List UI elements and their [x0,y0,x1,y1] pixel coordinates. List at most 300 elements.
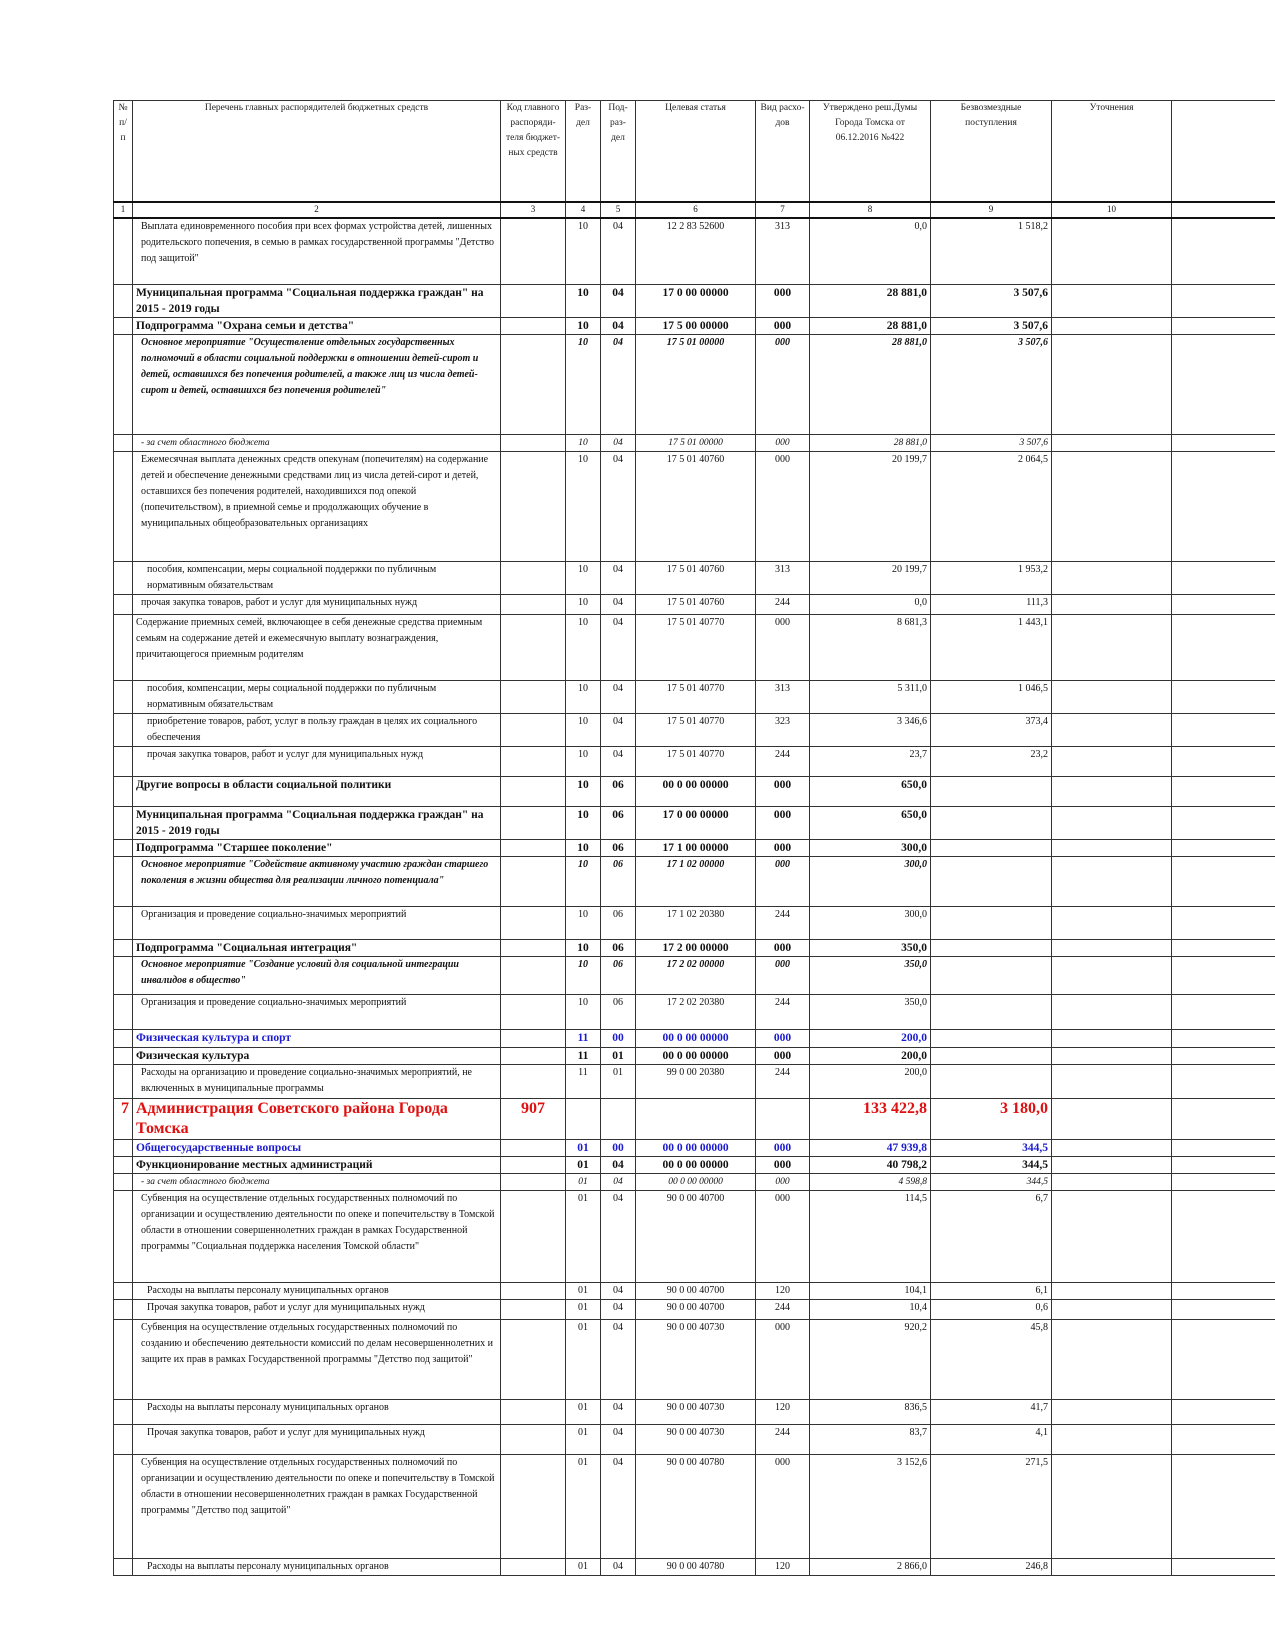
row-extra [1172,713,1275,746]
row-number [114,1399,133,1424]
row-number [114,1282,133,1299]
table-row [114,1047,1275,1064]
row-target: 00 0 00 00000 [636,1029,756,1047]
row-clarified [1052,1064,1172,1098]
row-extra [1172,856,1275,906]
row-clarified [1052,218,1172,284]
row-code [501,1139,566,1156]
row-target: 17 1 02 20380 [636,906,756,939]
row-kind: 000 [756,856,810,906]
row-subsection: 06 [601,906,636,939]
row-target: 00 0 00 00000 [636,1156,756,1173]
row-approved: 200,0 [810,1029,931,1047]
row-clarified [1052,1139,1172,1156]
table-row [114,776,1275,806]
row-section: 01 [566,1319,601,1399]
row-kind: 000 [756,1319,810,1399]
row-clarified [1052,746,1172,776]
row-free: 1 443,1 [931,614,1052,680]
row-kind: 000 [756,1029,810,1047]
row-extra [1172,906,1275,939]
row-target: 17 2 02 20380 [636,994,756,1029]
colnum: 10 [1052,202,1172,218]
row-code [501,746,566,776]
row-clarified [1052,1173,1172,1190]
row-clarified [1052,776,1172,806]
row-clarified [1052,839,1172,856]
row-free: 3 180,0 [931,1098,1052,1139]
row-name: Подпрограмма "Социальная интеграция" [133,939,501,956]
row-clarified [1052,1190,1172,1282]
row-extra [1172,1558,1275,1575]
row-approved: 28 881,0 [810,284,931,317]
row-section: 01 [566,1454,601,1558]
row-number [114,434,133,451]
row-approved: 28 881,0 [810,317,931,334]
row-clarified [1052,1454,1172,1558]
row-kind: 244 [756,906,810,939]
table-row [114,680,1275,713]
table-row [114,1454,1275,1558]
row-extra [1172,317,1275,334]
row-number [114,1139,133,1156]
table-row [114,956,1275,994]
row-target: 90 0 00 40780 [636,1454,756,1558]
row-kind: 000 [756,1190,810,1282]
row-code [501,1029,566,1047]
row-code [501,680,566,713]
row-code [501,1190,566,1282]
row-extra [1172,1156,1275,1173]
row-approved: 114,5 [810,1190,931,1282]
row-extra [1172,1029,1275,1047]
row-kind: 244 [756,1299,810,1319]
column-number-row [114,202,1275,218]
row-free: 2 064,5 [931,451,1052,561]
row-section: 01 [566,1139,601,1156]
row-section: 11 [566,1029,601,1047]
row-approved: 650,0 [810,806,931,839]
row-extra [1172,1190,1275,1282]
row-number [114,1558,133,1575]
row-extra [1172,1139,1275,1156]
row-section: 10 [566,906,601,939]
row-number [114,1454,133,1558]
row-free [931,806,1052,839]
row-name: - за счет областного бюджета [133,1173,501,1190]
row-extra [1172,1319,1275,1399]
row-subsection: 06 [601,839,636,856]
row-subsection [601,1098,636,1139]
row-free: 3 507,6 [931,317,1052,334]
row-subsection: 04 [601,1319,636,1399]
row-clarified [1052,713,1172,746]
row-name: Муниципальная программа "Социальная поддержка граждан" на 2015 - 2019 годы [133,284,501,317]
row-free: 271,5 [931,1454,1052,1558]
row-kind: 313 [756,218,810,284]
row-code [501,594,566,614]
row-clarified [1052,1558,1172,1575]
row-subsection: 04 [601,746,636,776]
row-name: Организация и проведение социально-значимых мероприятий [133,994,501,1029]
row-free: 3 507,6 [931,434,1052,451]
row-section: 01 [566,1424,601,1454]
row-clarified [1052,434,1172,451]
row-name: Основное мероприятие "Осуществление отдельных государственных полномочий в области социальной поддержки в отношении детей-сирот и детей, оставшихся без попечения родителей, а также лиц из числа детей-сирот и детей, оставшихся без попечения родителей" [133,334,501,434]
row-subsection: 04 [601,1190,636,1282]
row-code [501,1282,566,1299]
row-extra [1172,956,1275,994]
table-row [114,1399,1275,1424]
table-row [114,1558,1275,1575]
row-target: 00 0 00 00000 [636,1139,756,1156]
row-free [931,1047,1052,1064]
row-approved: 8 681,3 [810,614,931,680]
table-row [114,334,1275,434]
row-target: 99 0 00 20380 [636,1064,756,1098]
row-target: 90 0 00 40780 [636,1558,756,1575]
row-subsection: 04 [601,334,636,434]
row-kind: 244 [756,594,810,614]
row-name: Субвенция на осуществление отдельных государственных полномочий по организации и осуществлению деятельности по опеке и попечительству в Томской области в отношении несовершеннолетних граждан в рамках Государственной программы "Детство под защитой" [133,1454,501,1558]
row-free: 6,7 [931,1190,1052,1282]
row-code [501,1558,566,1575]
row-kind: 000 [756,451,810,561]
row-free: 344,5 [931,1156,1052,1173]
row-approved: 20 199,7 [810,561,931,594]
row-subsection: 04 [601,218,636,284]
row-code [501,806,566,839]
row-code [501,1399,566,1424]
row-approved: 2 866,0 [810,1558,931,1575]
row-clarified [1052,1319,1172,1399]
row-subsection: 00 [601,1029,636,1047]
table-row [114,1064,1275,1098]
row-subsection: 00 [601,1139,636,1156]
row-code [501,1047,566,1064]
row-kind: 000 [756,1139,810,1156]
row-extra [1172,614,1275,680]
row-target: 90 0 00 40730 [636,1399,756,1424]
row-extra [1172,939,1275,956]
row-target: 17 2 00 00000 [636,939,756,956]
row-section: 01 [566,1299,601,1319]
row-target: 17 5 01 40770 [636,746,756,776]
row-extra [1172,994,1275,1029]
row-name: Прочая закупка товаров, работ и услуг для муниципальных нужд [133,1299,501,1319]
row-kind: 000 [756,614,810,680]
row-clarified [1052,906,1172,939]
row-approved: 200,0 [810,1064,931,1098]
row-number [114,594,133,614]
row-name: Муниципальная программа "Социальная поддержка граждан" на 2015 - 2019 годы [133,806,501,839]
row-extra [1172,1424,1275,1454]
table-row [114,1424,1275,1454]
row-clarified [1052,680,1172,713]
row-approved: 300,0 [810,906,931,939]
row-extra [1172,839,1275,856]
row-number: 7 [114,1098,133,1139]
colnum: 2 [133,202,501,218]
row-approved: 350,0 [810,939,931,956]
row-subsection: 01 [601,1064,636,1098]
row-name: Содержание приемных семей, включающее в себя денежные средства приемным семьям на содержание детей и ежемесячную выплату вознаграждения, причитающегося приемным родителям [133,614,501,680]
row-name: Основное мероприятие "Содействие активному участию граждан старшего поколения в жизни общества для реализации личного потенциала" [133,856,501,906]
row-code [501,1064,566,1098]
row-free [931,839,1052,856]
table-row [114,614,1275,680]
row-extra [1172,334,1275,434]
row-section: 10 [566,218,601,284]
table-row [114,713,1275,746]
row-section: 10 [566,451,601,561]
row-subsection: 06 [601,939,636,956]
header-free: Безвозмездные поступления [931,101,1052,203]
row-subsection: 06 [601,776,636,806]
row-number [114,939,133,956]
row-target: 17 5 01 00000 [636,334,756,434]
table-header-row [114,101,1275,203]
colnum: 9 [931,202,1052,218]
row-approved: 300,0 [810,856,931,906]
row-free [931,1029,1052,1047]
row-section: 11 [566,1064,601,1098]
row-subsection: 04 [601,451,636,561]
row-name: Субвенция на осуществление отдельных государственных полномочий по организации и осуществлению деятельности по опеке и попечительству в Томской области в отношении совершеннолетних граждан в рамках Государственной программы "Социальная поддержка населения Томской области" [133,1190,501,1282]
row-approved: 104,1 [810,1282,931,1299]
row-code [501,1319,566,1399]
row-approved: 920,2 [810,1319,931,1399]
row-name: Физическая культура [133,1047,501,1064]
row-section: 11 [566,1047,601,1064]
row-approved: 200,0 [810,1047,931,1064]
row-section: 10 [566,776,601,806]
row-code [501,1299,566,1319]
row-section: 10 [566,856,601,906]
row-kind: 000 [756,839,810,856]
row-number [114,1029,133,1047]
row-approved: 28 881,0 [810,334,931,434]
row-free: 0,6 [931,1299,1052,1319]
row-code [501,334,566,434]
row-kind: 323 [756,713,810,746]
row-clarified [1052,939,1172,956]
row-approved: 3 152,6 [810,1454,931,1558]
row-subsection: 04 [601,680,636,713]
table-row [114,1156,1275,1173]
row-free [931,1064,1052,1098]
row-name: Выплата единовременного пособия при всех формах устройства детей, лишенных родительского попечения, в семью в рамках государственной программы "Детство под защитой" [133,218,501,284]
row-free: 344,5 [931,1139,1052,1156]
row-name: Другие вопросы в области социальной политики [133,776,501,806]
row-code [501,1156,566,1173]
row-kind: 000 [756,1173,810,1190]
row-target: 17 1 00 00000 [636,839,756,856]
row-clarified [1052,334,1172,434]
row-approved: 836,5 [810,1399,931,1424]
row-section: 01 [566,1156,601,1173]
row-number [114,839,133,856]
row-kind: 313 [756,680,810,713]
row-number [114,317,133,334]
row-name: Общегосударственные вопросы [133,1139,501,1156]
row-approved: 28 881,0 [810,434,931,451]
row-subsection: 04 [601,561,636,594]
row-section: 10 [566,317,601,334]
row-kind: 244 [756,746,810,776]
row-number [114,561,133,594]
row-target: 90 0 00 40730 [636,1319,756,1399]
colnum: 7 [756,202,810,218]
row-code [501,939,566,956]
row-target: 00 0 00 00000 [636,1047,756,1064]
row-name: Расходы на выплаты персоналу муниципальных органов [133,1282,501,1299]
table-row [114,906,1275,939]
row-free: 1 046,5 [931,680,1052,713]
row-free: 6,1 [931,1282,1052,1299]
row-kind: 000 [756,1156,810,1173]
row-clarified [1052,1029,1172,1047]
row-approved: 20 199,7 [810,451,931,561]
colnum: 1 [114,202,133,218]
row-approved: 133 422,8 [810,1098,931,1139]
header-name: Перечень главных распорядителей бюджетных средств [133,101,501,203]
row-code [501,1424,566,1454]
row-approved: 350,0 [810,994,931,1029]
row-target: 90 0 00 40730 [636,1424,756,1454]
row-subsection: 04 [601,1399,636,1424]
row-number [114,284,133,317]
colnum: 4 [566,202,601,218]
row-kind: 000 [756,434,810,451]
row-kind: 000 [756,1047,810,1064]
row-number [114,776,133,806]
row-code: 907 [501,1098,566,1139]
row-kind: 244 [756,1064,810,1098]
row-clarified [1052,1047,1172,1064]
row-free [931,939,1052,956]
table-row [114,939,1275,956]
row-clarified [1052,561,1172,594]
row-extra [1172,1454,1275,1558]
row-approved: 0,0 [810,594,931,614]
budget-table [113,100,1275,1576]
row-section: 10 [566,839,601,856]
row-target: 17 2 02 00000 [636,956,756,994]
row-target [636,1098,756,1139]
row-extra [1172,561,1275,594]
row-subsection: 04 [601,284,636,317]
row-approved: 4 598,8 [810,1173,931,1190]
row-extra [1172,1098,1275,1139]
row-section: 10 [566,713,601,746]
row-free: 3 507,6 [931,284,1052,317]
row-subsection: 04 [601,713,636,746]
row-section: 10 [566,994,601,1029]
row-kind: 244 [756,994,810,1029]
row-code [501,561,566,594]
row-extra [1172,1064,1275,1098]
row-number [114,1047,133,1064]
row-number [114,1190,133,1282]
row-section: 01 [566,1558,601,1575]
row-approved: 40 798,2 [810,1156,931,1173]
row-clarified [1052,1399,1172,1424]
row-clarified [1052,956,1172,994]
row-number [114,906,133,939]
row-target: 17 5 01 40770 [636,680,756,713]
row-approved: 10,4 [810,1299,931,1319]
row-number [114,1319,133,1399]
row-free [931,776,1052,806]
row-target: 00 0 00 00000 [636,1173,756,1190]
table-row [114,806,1275,839]
row-section: 10 [566,746,601,776]
row-number [114,1173,133,1190]
row-extra [1172,1173,1275,1190]
row-kind: 120 [756,1558,810,1575]
row-code [501,856,566,906]
header-approved: Утверждено реш.Думы Города Томска от 06.12.2016 №422 [810,101,931,203]
colnum: 6 [636,202,756,218]
table-row [114,994,1275,1029]
row-section: 10 [566,939,601,956]
table-row [114,1173,1275,1190]
row-code [501,218,566,284]
row-approved: 47 939,8 [810,1139,931,1156]
row-subsection: 04 [601,594,636,614]
row-free: 23,2 [931,746,1052,776]
row-subsection: 04 [601,1282,636,1299]
row-approved: 650,0 [810,776,931,806]
row-approved: 5 311,0 [810,680,931,713]
table-row [114,1319,1275,1399]
row-free: 246,8 [931,1558,1052,1575]
row-approved: 23,7 [810,746,931,776]
row-name: прочая закупка товаров, работ и услуг для муниципальных нужд [133,594,501,614]
row-extra [1172,451,1275,561]
row-number [114,1156,133,1173]
row-number [114,856,133,906]
row-kind: 000 [756,939,810,956]
row-free: 1 518,2 [931,218,1052,284]
row-free [931,956,1052,994]
row-target: 17 1 02 00000 [636,856,756,906]
row-code [501,1454,566,1558]
row-name: Расходы на выплаты персоналу муниципальных органов [133,1399,501,1424]
row-subsection: 04 [601,1454,636,1558]
row-kind [756,1098,810,1139]
row-kind: 000 [756,806,810,839]
row-extra [1172,434,1275,451]
row-section: 10 [566,594,601,614]
row-code [501,614,566,680]
row-target: 00 0 00 00000 [636,776,756,806]
row-clarified [1052,284,1172,317]
row-code [501,906,566,939]
row-name: Основное мероприятие "Создание условий для социальной интеграции инвалидов в общество" [133,956,501,994]
row-name: Расходы на выплаты персоналу муниципальных органов [133,1558,501,1575]
row-clarified [1052,806,1172,839]
row-extra [1172,1299,1275,1319]
row-name: Функционирование местных администраций [133,1156,501,1173]
row-section: 10 [566,680,601,713]
row-name: Ежемесячная выплата денежных средств опекунам (попечителям) на содержание детей и обеспечение денежными средствами лиц из числа детей-сирот и детей, оставшихся без попечения родителей, находившихся под опекой (попечительством), в приемной семье и продолжающих обучение в муниципальных общеобразовательных организациях [133,451,501,561]
table-row [114,1190,1275,1282]
row-code [501,994,566,1029]
row-kind: 313 [756,561,810,594]
header-no: № п/п [114,101,133,203]
